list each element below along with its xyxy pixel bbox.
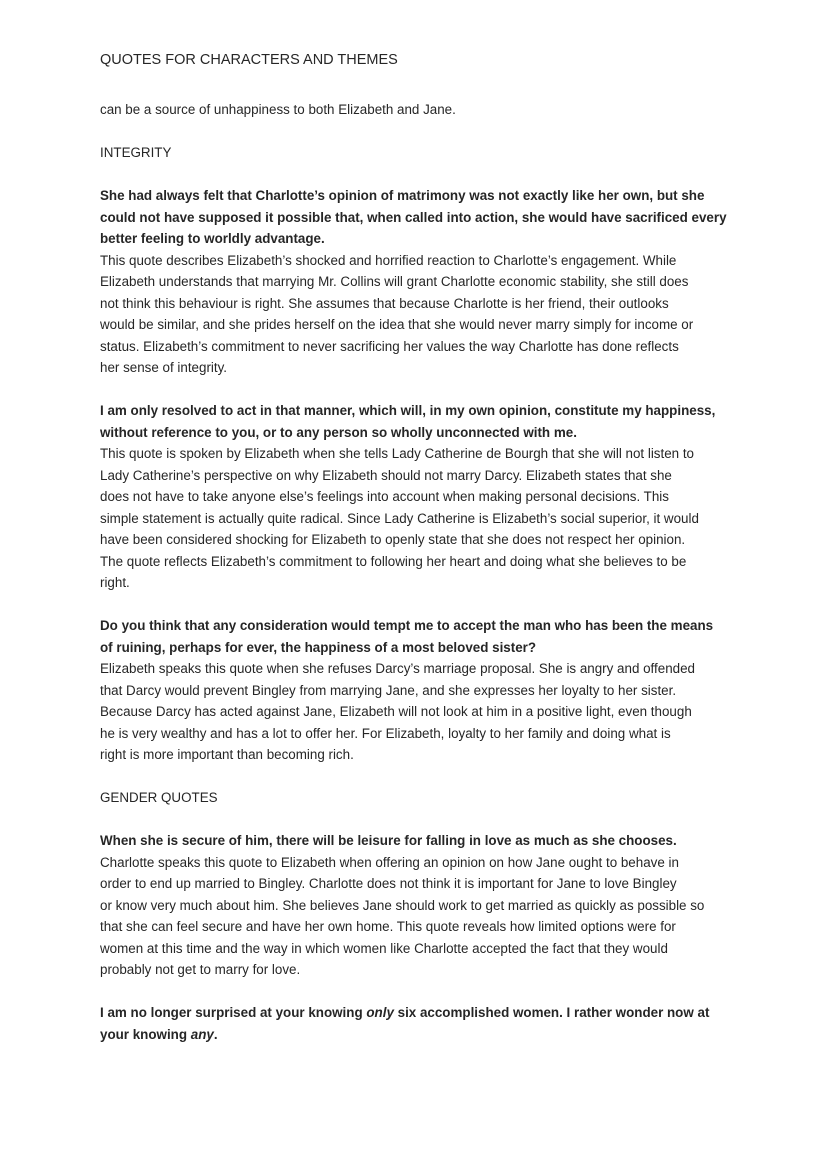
quote-text: six accomplished women. I rather wonder now at	[393, 1005, 710, 1020]
analysis-line: women at this time and the way in which women like Charlotte accepted the fact that they would	[100, 940, 668, 956]
analysis-line: probably not get to marry for love.	[100, 962, 301, 977]
quote-line	[100, 1024, 727, 1046]
analysis-line: he is very wealthy and has a lot to offer her. For Elizabeth, loyalty to her family and doing what is	[100, 725, 671, 741]
analysis-line: Charlotte speaks this quote to Elizabeth when offering an opinion on how Jane ought to behave in	[100, 854, 679, 870]
analysis-line: that she can feel secure and have her own home. This quote reveals how limited options were for	[100, 919, 676, 934]
section-heading: INTEGRITY	[100, 145, 172, 160]
analysis-line: that Darcy would prevent Bingley from marrying Jane, and she expresses her loyalty to her sister.	[100, 682, 677, 698]
analysis-line: does not have to take anyone else’s feelings into account when making personal decisions. This	[100, 489, 669, 504]
quote-line: better feeling to worldly advantage.	[100, 231, 325, 246]
analysis-line: have been considered shocking for Elizabeth to openly state that she does not respect her opinion.	[100, 532, 686, 547]
analysis-line: her sense of integrity.	[100, 360, 228, 375]
quote-line: Do you think that any consideration would tempt me to accept the man who has been the means	[100, 618, 714, 633]
analysis-line: right.	[100, 575, 130, 590]
quote-line: without reference to you, or to any person so wholly unconnected with me.	[100, 424, 577, 440]
quote-text: .	[213, 1026, 218, 1042]
analysis-line: simple statement is actually quite radical. Since Lady Catherine is Elizabeth’s social superior, it would	[100, 510, 699, 526]
quote-line: could not have supposed it possible that, when called into action, she would have sacrificed every	[100, 209, 727, 225]
quote-line: When she is secure of him, there will be leisure for falling in love as much as she chooses.	[100, 833, 677, 848]
analysis-line: Because Darcy has acted against Jane, Elizabeth will not look at him in a positive light, even though	[100, 704, 692, 719]
analysis-line: not think this behaviour is right. She assumes that because Charlotte is her friend, their outlooks	[100, 295, 669, 311]
quote-text: your knowing	[100, 1026, 191, 1042]
intro-line: can be a source of unhappiness to both Elizabeth and Jane.	[100, 102, 456, 117]
page-title: QUOTES FOR CHARACTERS AND THEMES	[100, 52, 398, 68]
quote-line: She had always felt that Charlotte’s opinion of matrimony was not exactly like her own, but she	[100, 188, 705, 203]
analysis-line: This quote describes Elizabeth’s shocked and horrified reaction to Charlotte’s engagement. While	[100, 252, 677, 268]
quote-line	[100, 1002, 727, 1024]
analysis-line: Lady Catherine’s perspective on why Elizabeth should not marry Darcy. Elizabeth states that she	[100, 467, 672, 483]
analysis-line: The quote reflects Elizabeth’s commitment to following her heart and doing what she believes to be	[100, 553, 687, 569]
analysis-line: Elizabeth understands that marrying Mr. Collins will grant Charlotte economic stability, she still does	[100, 274, 689, 289]
quote-text: I am no longer surprised at your knowing	[100, 1005, 367, 1020]
analysis-line: Elizabeth speaks this quote when she refuses Darcy’s marriage proposal. She is angry and offended	[100, 661, 695, 676]
section-heading: GENDER QUOTES	[100, 790, 218, 805]
quote-line: I am only resolved to act in that manner, which will, in my own opinion, constitute my happiness,	[100, 403, 716, 418]
analysis-line: or know very much about him. She believes Jane should work to get married as quickly as possible so	[100, 897, 705, 913]
quote-line: of ruining, perhaps for ever, the happiness of a most beloved sister?	[100, 639, 537, 655]
analysis-line: order to end up married to Bingley. Charlotte does not think it is important for Jane to love Bingley	[100, 876, 677, 891]
analysis-line: status. Elizabeth’s commitment to never sacrificing her values the way Charlotte has done reflects	[100, 338, 679, 354]
emphasis-text: any	[190, 1026, 214, 1042]
analysis-line: would be similar, and she prides herself on the idea that she would never marry simply for income or	[100, 317, 694, 332]
emphasis-text: only	[366, 1005, 394, 1020]
analysis-line: right is more important than becoming rich.	[100, 747, 354, 762]
document-body	[100, 99, 727, 1045]
analysis-line: This quote is spoken by Elizabeth when she tells Lady Catherine de Bourgh that she will not listen to	[100, 446, 695, 461]
